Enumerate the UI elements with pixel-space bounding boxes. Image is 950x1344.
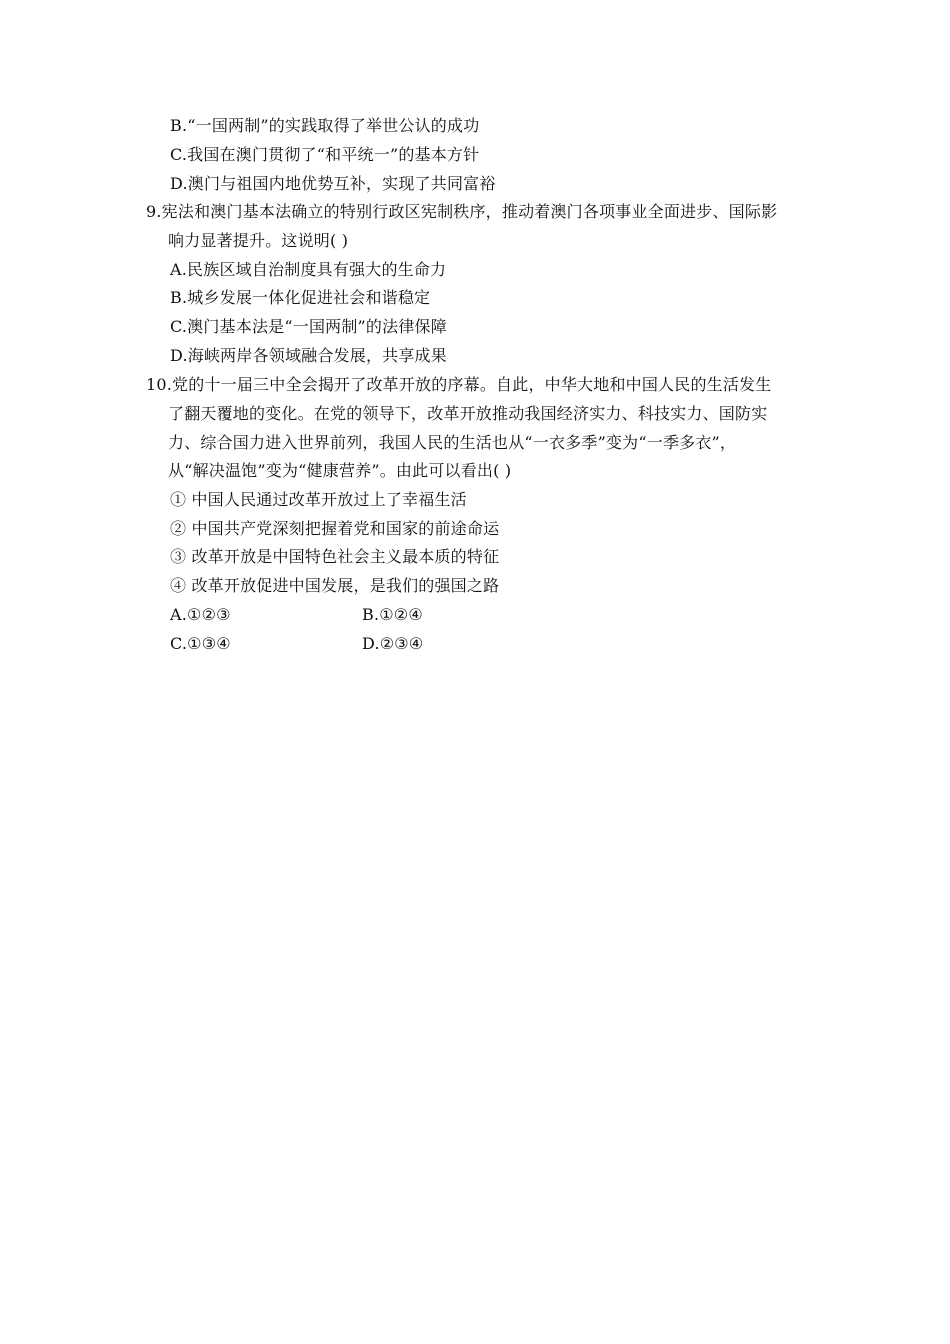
q10-option-c: C.①③④ (170, 634, 231, 653)
q9-option-b: B.城乡发展一体化促进社会和谐稳定 (170, 288, 431, 307)
q8-option-c: C.我国在澳门贯彻了“和平统一”的基本方针 (170, 145, 480, 164)
q10-stem-line3: 力、综合国力进入世界前列，我国人民的生活也从“一衣多季”变为“一季多衣”， (168, 433, 737, 452)
q10-option-b: B.①②④ (362, 605, 423, 624)
q10-option-a: A.①②③ (170, 605, 231, 624)
q9-option-d: D.海峡两岸各领域融合发展，共享成果 (170, 346, 447, 365)
q10-statement-4: ④ 改革开放促进中国发展，是我们的强国之路 (170, 576, 500, 595)
q10-stem-line1: 10.党的十一届三中全会揭开了改革开放的序幕。自此，中华大地和中国人民的生活发生 (146, 375, 772, 394)
q10-stem-line4: 从“解决温饱”变为“健康营养”。由此可以看出( ) (168, 461, 512, 480)
q10-option-d: D.②③④ (362, 634, 424, 653)
q9-option-c: C.澳门基本法是“一国两制”的法律保障 (170, 317, 447, 336)
q10-statement-3: ③ 改革开放是中国特色社会主义最本质的特征 (170, 547, 500, 566)
q10-statement-1: ① 中国人民通过改革开放过上了幸福生活 (170, 490, 467, 509)
q9-stem-line1: 9.宪法和澳门基本法确立的特别行政区宪制秩序，推动着澳门各项事业全面进步、国际影 (146, 202, 778, 221)
q9-option-a: A.民族区域自治制度具有强大的生命力 (170, 260, 447, 279)
q8-option-b: B.“一国两制”的实践取得了举世公认的成功 (170, 116, 480, 135)
q9-stem-line2: 响力显著提升。这说明( ) (168, 231, 349, 250)
q8-option-d: D.澳门与祖国内地优势互补，实现了共同富裕 (170, 174, 496, 193)
q10-stem-line2: 了翻天覆地的变化。在党的领导下，改革开放推动我国经济实力、科技实力、国防实 (168, 404, 768, 423)
q10-statement-2: ② 中国共产党深刻把握着党和国家的前途命运 (170, 519, 500, 538)
